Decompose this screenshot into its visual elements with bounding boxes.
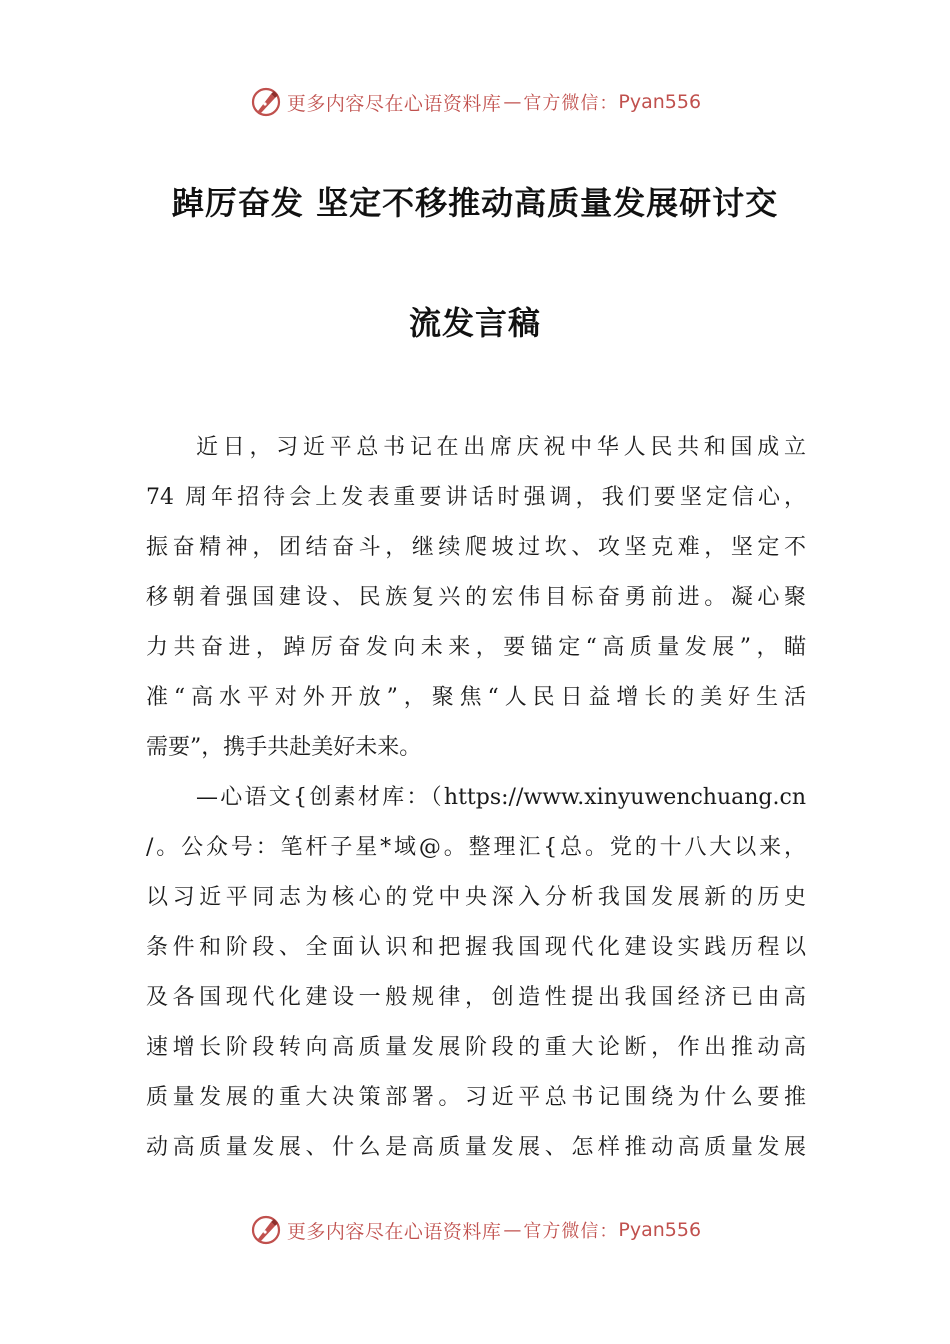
body-text-line: 需要”，携手共赴美好未来。 (146, 735, 422, 760)
pen-nib-logo-icon (249, 1213, 283, 1247)
body-text-line: 及各国现代化建设一般规律，创造性提出我国经济已由高 (146, 985, 806, 1010)
header-watermark-banner (0, 82, 950, 122)
body-text-line: 速增长阶段转向高质量发展阶段的重大论断，作出推动高 (146, 1035, 806, 1060)
body-text-line: 近日，习近平总书记在出席庆祝中华人民共和国成立 (196, 435, 806, 460)
body-text-line: 条件和阶段、全面认识和把握我国现代化建设实践历程以 (146, 935, 806, 960)
body-text-line: /。公众号：笔杆子星*域@。整理汇{总。党的十八大以来， (146, 835, 806, 860)
pen-nib-logo-icon (249, 85, 283, 119)
banner-wechat-id: Pyan556 (618, 91, 702, 113)
body-text-line: 振奋精神，团结奋斗，继续爬坡过坎、攻坚克难，坚定不 (146, 535, 806, 560)
body-text-line: —心语文{创素材库：（https://www.xinyuwenchuang.cn (196, 785, 806, 810)
banner-separator: — (503, 91, 522, 113)
banner-wechat-label: 官方微信： (523, 1221, 619, 1242)
body-text-line: 移朝着强国建设、民族复兴的宏伟目标奋勇前进。凝心聚 (146, 585, 806, 610)
document-title-line-2: 流发言稿 (408, 304, 541, 342)
banner-main-text: 更多内容尽在心语资料库 (286, 1220, 502, 1243)
banner-main-text: 更多内容尽在心语资料库 (286, 92, 502, 115)
body-text-line: 准“高水平对外开放”，聚焦“人民日益增长的美好生活 (146, 685, 806, 710)
footer-watermark-banner (0, 1210, 950, 1250)
body-text-line: 力共奋进，踔厉奋发向未来，要锚定“高质量发展”，瞄 (146, 635, 806, 660)
banner-separator: — (503, 1219, 522, 1241)
body-text-line: 以习近平同志为核心的党中央深入分析我国发展新的历史 (146, 885, 806, 910)
banner-wechat-id: Pyan556 (618, 1219, 702, 1241)
document-title-line-1: 踔厉奋发 坚定不移推动高质量发展研讨交 (171, 184, 779, 222)
body-text-line: 质量发展的重大决策部署。习近平总书记围绕为什么要推 (146, 1085, 806, 1110)
banner-wechat-label: 官方微信： (523, 93, 619, 114)
body-text-line: 动高质量发展、什么是高质量发展、怎样推动高质量发展 (146, 1135, 806, 1160)
body-text-line: 74 周年招待会上发表重要讲话时强调，我们要坚定信心， (146, 485, 806, 510)
